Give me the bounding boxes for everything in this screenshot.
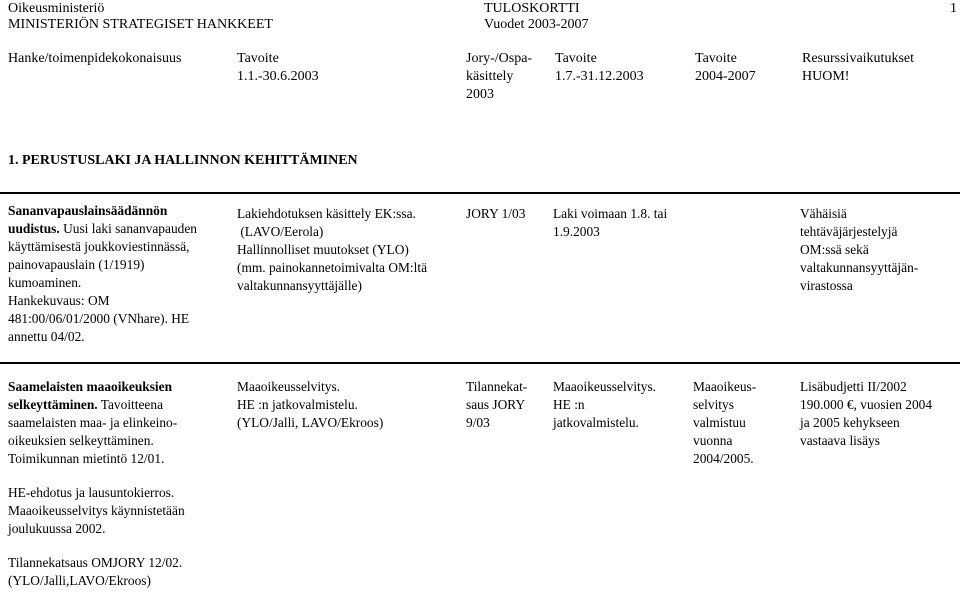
row-2-resources bbox=[800, 378, 932, 450]
report-period: Vuodet 2003-2007 bbox=[484, 17, 589, 32]
row-2-project-spacer bbox=[8, 468, 185, 484]
document-title: MINISTERIÖN STRATEGISET HANKKEET bbox=[8, 17, 273, 32]
ministry-name: Oikeusministeriö bbox=[8, 1, 105, 16]
section-divider bbox=[0, 192, 960, 194]
row-1-project bbox=[8, 202, 197, 346]
row-1-goal-h1-line: Hallinnolliset muutokset (YLO) bbox=[237, 242, 409, 257]
col-header-goal-long-line: Tavoite bbox=[695, 51, 737, 66]
col-header-project: Hanke/toimenpidekokonaisuus bbox=[8, 51, 182, 66]
row-1-goal-h1-line: Lakiehdotuksen käsittely EK:ssa. bbox=[237, 206, 416, 221]
col-header-processing-line: Jory-/Ospa- bbox=[466, 51, 533, 66]
row-2-goal-h1-line: HE :n jatkovalmistelu. bbox=[237, 397, 358, 412]
row-2-goal-long bbox=[693, 378, 756, 468]
section-title: 1. PERUSTUSLAKI JA HALLINNON KEHITTÄMINEN bbox=[8, 153, 358, 168]
row-2-resources-line: 190.000 €, vuosien 2004 bbox=[800, 397, 933, 412]
col-header-resources-line: HUOM! bbox=[802, 69, 850, 84]
report-name: TULOSKORTTI bbox=[484, 1, 580, 16]
row-2-goal-h2-line: Maaoikeusselvitys. bbox=[553, 379, 657, 394]
row-2-project-spacer bbox=[8, 538, 185, 554]
col-header-goal-h1-line: 1.1.-30.6.2003 bbox=[237, 69, 319, 84]
row-2-processing-line: 9/03 bbox=[466, 415, 490, 430]
row-2-project-text: Maaoikeusselvitys käynnistetään bbox=[8, 503, 185, 518]
row-1-project-text: Uusi laki sananvapauden bbox=[63, 221, 197, 236]
col-header-processing-line: käsittely bbox=[466, 69, 514, 84]
page-number: 1 bbox=[950, 1, 957, 16]
row-2-project-text: Tilannekatsaus OMJORY 12/02. bbox=[8, 555, 183, 570]
row-1-resources-line: OM:ssä sekä bbox=[800, 242, 869, 257]
col-header-goal-h2-line: 1.7.-31.12.2003 bbox=[555, 69, 644, 84]
row-1-project-text: 481:00/06/01/2000 (VNhare). HE bbox=[8, 311, 190, 326]
row-1-project-text: painovapauslain (1/1919) bbox=[8, 257, 145, 272]
row-2-processing-line: saus JORY bbox=[466, 397, 526, 412]
row-2-processing-line: Tilannekat- bbox=[466, 379, 528, 394]
row-2-resources-line: Lisäbudjetti II/2002 bbox=[800, 379, 907, 394]
row-2-project-text: Tavoitteena bbox=[97, 397, 164, 412]
row-2-project bbox=[8, 378, 185, 590]
col-header-goal-long bbox=[695, 50, 756, 86]
row-1-resources-line: Vähäisiä bbox=[800, 206, 847, 221]
row-1-goal-h2-line: Laki voimaan 1.8. tai bbox=[553, 206, 668, 221]
row-2-goal-h2-line: HE :n bbox=[553, 397, 585, 412]
row-1-goal-h2-line: 1.9.2003 bbox=[553, 224, 600, 239]
row-1-project-text: Hankekuvaus: OM bbox=[8, 293, 110, 308]
row-1-goal-h2 bbox=[553, 205, 667, 241]
row-2-goal-h2-line: jatkovalmistelu. bbox=[553, 415, 639, 430]
row-1-goal-h1 bbox=[237, 205, 427, 295]
row-1-resources-line: virastossa bbox=[800, 278, 853, 293]
row-1-processing bbox=[466, 205, 525, 223]
col-header-goal-h2-line: Tavoite bbox=[555, 51, 597, 66]
row-1-project-title: Sananvapauslainsäädännön bbox=[8, 203, 168, 218]
row-2-project-text: HE-ehdotus ja lausuntokierros. bbox=[8, 485, 175, 500]
row-2-project-title: Saamelaisten maaoikeuksien bbox=[8, 379, 173, 394]
row-1-project-text: kumoaminen. bbox=[8, 275, 82, 290]
row-1-goal-h1-line: valtakunnansyyttäjälle) bbox=[237, 278, 362, 293]
row-1-resources-line: tehtäväjärjestelyjä bbox=[800, 224, 898, 239]
row-2-project-title: selkeyttäminen. bbox=[8, 397, 98, 412]
col-header-resources-line: Resurssivaikutukset bbox=[802, 51, 914, 66]
row-1-goal-h1-line: (mm. painokannetoimivalta OM:ltä bbox=[237, 260, 428, 275]
row-1-resources-line: valtakunnansyyttäjän- bbox=[800, 260, 919, 275]
row-1-project-text: annettu 04/02. bbox=[8, 329, 85, 344]
row-2-goal-long-line: vuonna bbox=[693, 433, 733, 448]
row-2-goal-long-line: selvitys bbox=[693, 397, 734, 412]
row-1-resources bbox=[800, 205, 918, 295]
row-2-resources-line: ja 2005 kehykseen bbox=[800, 415, 900, 430]
row-2-goal-long-line: valmistuu bbox=[693, 415, 746, 430]
col-header-resources bbox=[802, 50, 914, 86]
row-2-goal-h2 bbox=[553, 378, 656, 432]
col-header-goal-h1-line: Tavoite bbox=[237, 51, 279, 66]
row-1-goal-h1-line: (LAVO/Eerola) bbox=[237, 224, 324, 239]
col-header-processing bbox=[466, 50, 532, 104]
row-2-processing bbox=[466, 378, 527, 432]
row-2-project-text: saamelaisten maa- ja elinkeino- bbox=[8, 415, 178, 430]
col-header-goal-h1 bbox=[237, 50, 319, 86]
row-2-project-text: (YLO/Jalli,LAVO/Ekroos) bbox=[8, 573, 151, 588]
row-2-resources-line: vastaava lisäys bbox=[800, 433, 880, 448]
row-2-project-text: oikeuksien selkeyttäminen. bbox=[8, 433, 154, 448]
row-2-goal-long-line: 2004/2005. bbox=[693, 451, 754, 466]
row-divider bbox=[0, 362, 960, 364]
row-2-goal-long-line: Maaoikeus- bbox=[693, 379, 757, 394]
col-header-goal-long-line: 2004-2007 bbox=[695, 69, 756, 84]
col-header-goal-h2 bbox=[555, 50, 644, 86]
row-2-goal-h1 bbox=[237, 378, 383, 432]
row-1-processing-line: JORY 1/03 bbox=[466, 206, 526, 221]
row-2-goal-h1-line: (YLO/Jalli, LAVO/Ekroos) bbox=[237, 415, 384, 430]
row-2-project-text: Toimikunnan mietintö 12/01. bbox=[8, 451, 165, 466]
row-1-project-title: uudistus. bbox=[8, 221, 60, 236]
col-header-processing-line: 2003 bbox=[466, 87, 494, 102]
row-1-project-text: käyttämisestä joukkoviestinnässä, bbox=[8, 239, 190, 254]
row-2-goal-h1-line: Maaoikeusselvitys. bbox=[237, 379, 341, 394]
row-2-project-text: joulukuussa 2002. bbox=[8, 521, 106, 536]
